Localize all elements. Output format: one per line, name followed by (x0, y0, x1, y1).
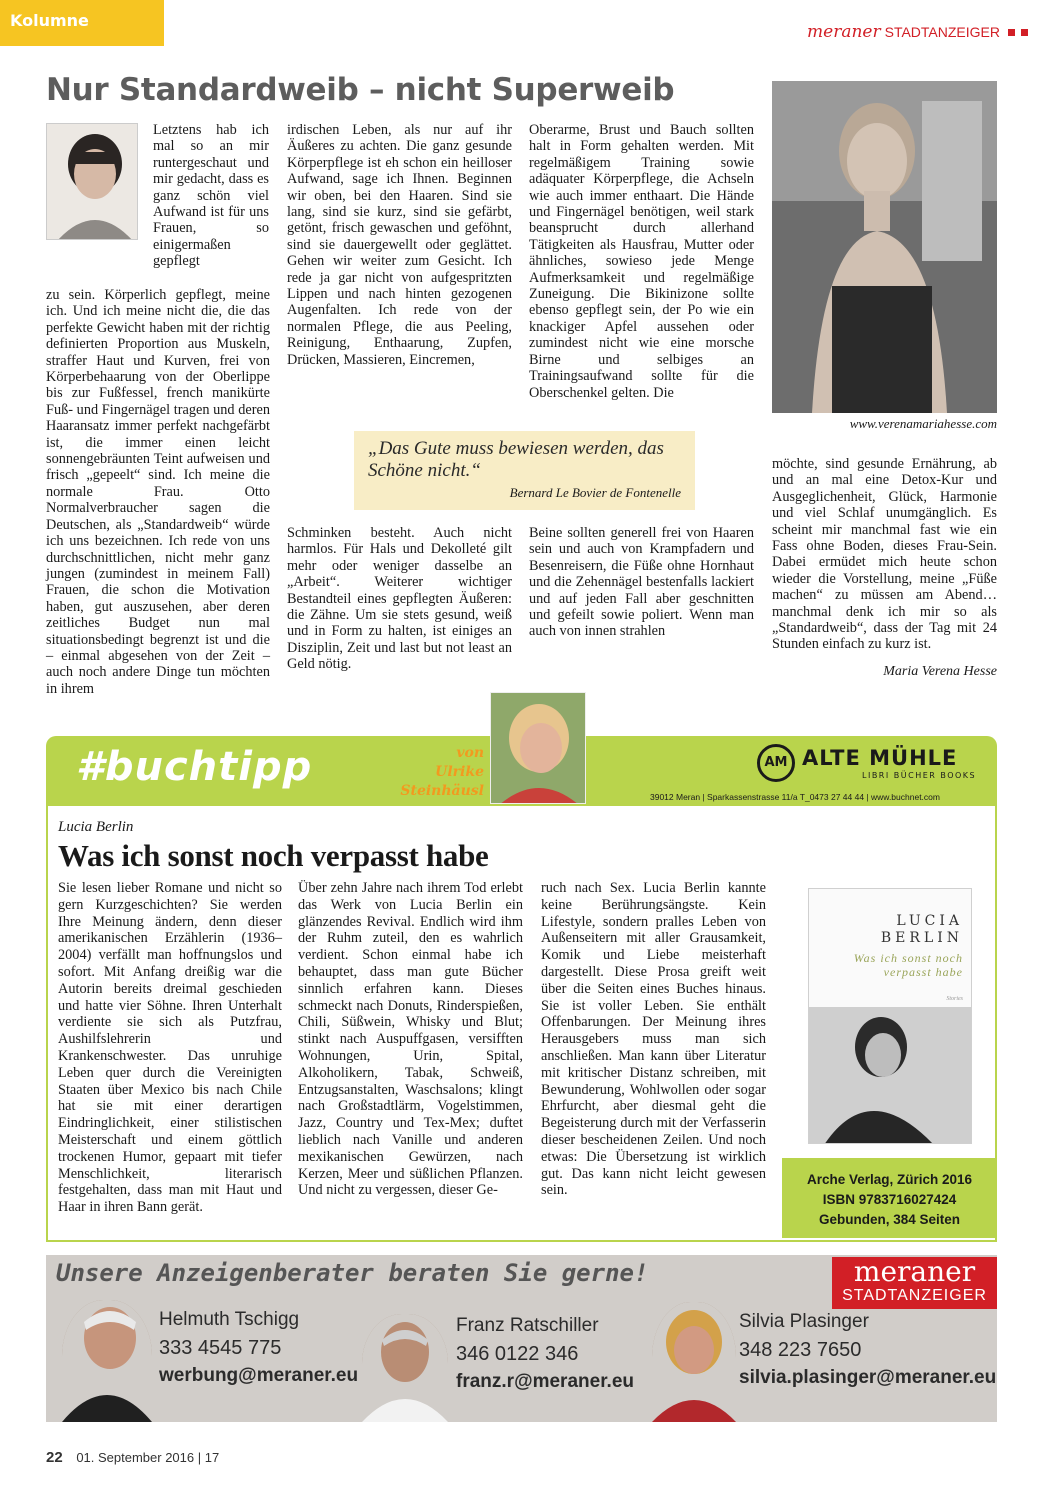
page-footer (46, 1449, 219, 1466)
article-column-1: zu sein. Körperlich gepflegt, meine ich. Und ich meine nicht die, die das perfekte Gewicht haben mit der richtig definierten Proportion aus Muskeln, straffer Haut und Kurven, frei von Körperbehaarung von der Oberlippe bis zur Fußfessel, french manikürte Fuß- und Fingernägel tragen und deren Haaransatz immer perfekt nachgefärbt ist, die immer einen leicht sonnengebräunten Teint aufweisen und frisch „gepeelt“ sind. Ich meine die normale Frau. Otto Normalverbraucher sagen die Deutschen, als „Standardweib“ würde ich uns bezeichnen. Ich rede von uns durchschnittlichen, nicht mehr ganz jungen (zumindest in meinem Fall) Frauen, die schon die Motivation haben, gut auszusehen, aber deren zeitliches Budget nun mal situationsbedingt begrenzt ist und die – einmal abgesehen von der Zeit – auch noch andere Dinge tun möchten in ihrem (46, 287, 270, 697)
advertiser-name: Helmuth Tschigg (159, 1309, 300, 1330)
article-column-2: irdischen Leben, als nur auf ihr Äußeres zu achten. Die ganz gesunde Körperpflege ist eh schon ein heilloser Aufwand, sage ich Ihnen. Beginnen wir oben, bei den Haaren. Sind sie lang, sind sie kurz, sind sie gefärbt, getönt, frisch gewaschen und geföhnt, sind sie dauergewellt oder geglättet. Gehen wir weiter zum Gesicht. Ich rede ja gar nicht von aufgespritzten Lippen und nach hinten gezogenen Augenfalten. Ich rede von der normalen Pflege, die aus Peeling, Reinigung, Enthaarung, Zupfen, Drücken, Massieren, Eincremen, (287, 122, 512, 368)
article-lead: Letztens hab ich mal so an mir runtergeschaut und mir gedacht, dass es ganz schön viel Aufwand ist für uns Frauen, so einigermaßen gepflegt (153, 122, 269, 270)
masthead-brand: meraner (807, 22, 881, 42)
advertiser-name: Silvia Plasinger (739, 1311, 869, 1332)
publisher: Arche Verlag, Zürich 2016 (806, 1172, 973, 1187)
meraner-logo-name: STADTANZEIGER (842, 1287, 987, 1304)
pull-quote (354, 431, 695, 510)
reviewer-photo-image (491, 693, 586, 804)
review-column-1: Sie lesen lieber Romane und nicht so gern Kurzgeschichten? Sie werden Ihre Meinung ändern, denn dieser amerikanischen Erzählerin (1936–2004) verfällt man hoffnungslos und sofort. Mit Anfang dreißig war die Autorin bereits dreimal geschieden und hatte vier Söhne. Ihren Unterhalt verdiente sie sich als Putzfrau, Aushilfslehrerin und Krankenschwester. Das unruhige Leben quer durch die Vereinigten Staaten über Mexico bis nach Chile hat sie mit einer derartigen Eindringlichkeit, einer stilistischen Meisterschaft und einem göttlich trockenen Humor, gepaart mit tiefer Menschlichkeit, literarisch festgehalten, dass man mit Haut und Haar in ihren Bann gerät. (58, 880, 282, 1216)
advertiser-email[interactable]: franz.r@meraner.eu (456, 1371, 634, 1392)
review-column-2: Über zehn Jahre nach ihrem Tod erlebt das Werk von Lucia Berlin ein glänzendes Revival. Endlich wird ihm der Ruhm zuteil, den es wahrlich verdient. Schon einmal habe ich behauptet, dass man gute Bücher sinnlich erfahren kann. Dieses schmeckt nach Donuts, Rinderspießen, Chili, Süßwein, Whisky und Blut; stinkt nach Auspuffgasen, versifften Wohnungen, Urin, Spital, Alkoholikern, Tabak, Schweiß, Entzugsanstalten, Waschsalons; klingt nach Großstadtlärm, Vogelstimmen, Jazz, Country und Tex-Mex; duftet lieblich nach Vanille und anderen mexikanischen Gewürzen, nach Kerzen, Meer und süßlichen Pflanzen. Und nicht zu vergessen, dieser Ge- (298, 880, 523, 1199)
advertiser-card (739, 1308, 996, 1392)
masthead-square-icon (1021, 29, 1028, 36)
issue-date: 01. September 2016 | 17 (76, 1450, 220, 1465)
reviewer-first-name: Ulrike (435, 764, 484, 780)
section-tab (0, 0, 164, 46)
review-column-3: ruch nach Sex. Lucia Berlin kannte keine Berührungsängste. Kein Lifestyle, sondern pralles Leben von Außenseitern mit aller Grausamkeit, Komik und Liebe meisterhaft dargestellt. Diese Prosa greift weit über die Seiten eines Buches hinaus. Sie ist voller Leben. Sie enthält Offenbarungen. Der Meinung ihres Herausgebers muss man sich anschließen. Man kann über Literatur mit kritischer Distanz schreiben, mit Bewunderung, Wohlwollen oder sogar Ehrfurcht, aber diesmal geht die Begeisterung durch mit der Verfasserin dieser bescheidenen Zeilen. Und noch etwas: Die Übersetzung ist wirklich gut. Das kann nicht leicht gewesen sein. (541, 880, 766, 1199)
advertiser-photo-image (62, 1300, 152, 1422)
meraner-logo-brand: meraner (853, 1255, 976, 1288)
photo-credit: www.verenamariahesse.com (849, 416, 997, 431)
bookshop-name: ALTE MÜHLE (802, 746, 958, 770)
reviewer-von: von (456, 745, 484, 761)
advertiser-photo (362, 1314, 448, 1422)
meraner-logo (832, 1257, 997, 1309)
model-photo-image (772, 81, 997, 413)
article-column-3-continued: Beine sollten generell frei von Haaren sein und auch von Krampfadern und Besenreisern, die Füße ohne Hornhaut und die Zehennägel bestenfalls lackiert und auf jeden Fall aber geschnitten und gefeilt sowie poliert. Wenn man auch von innen strahlen (529, 525, 754, 640)
cover-author (819, 913, 963, 947)
section-label: Kolumne (10, 11, 89, 30)
advertiser-card (159, 1306, 358, 1390)
book-cover (808, 888, 972, 1144)
advertiser-phone: 348 223 7650 (739, 1339, 862, 1361)
cover-title: Was ich sonst noch verpasst habe (853, 951, 963, 979)
article-column-3: Oberarme, Brust und Bauch sollten halt in Form gehalten werden. Mit regelmäßigem Training sowie adäquater Körperpflege, die Achseln wie auch immer enthaart. Die Hände und Fingernägel benötigen, weil stark beansprucht durch allerhand Tätigkeiten als Hausfrau, Mutter oder ähnliches, sowieso jede Menge Aufmerksamkeit und regelmäßige Zuneigung. Die Bikinizone sollte ebenso gepflegt sein, der Po wie ein knackiger Apfel aussehen oder zumindest nicht wie eine morsche Birne und selbiges an Trainingsaufwand sollte für die Oberschenkel gelten. Die (529, 122, 754, 401)
cover-stories: Stories (946, 996, 963, 1002)
pull-quote-text: „Das Gute muss bewiesen werden, das Schöne nicht.“ (368, 438, 664, 481)
cover-author-first: LUCIA (896, 913, 963, 929)
author-portrait-image (47, 124, 138, 240)
cover-photo-image (809, 1007, 972, 1144)
pull-quote-author: Bernard Le Bovier de Fontenelle (509, 485, 681, 500)
bookshop-logo-icon: AM (757, 744, 795, 782)
advertiser-photo (652, 1302, 736, 1422)
advertiser-name: Franz Ratschiller (456, 1315, 599, 1336)
advertiser-photo-image (362, 1314, 448, 1422)
advertiser-email[interactable]: werbung@meraner.eu (159, 1365, 359, 1386)
page-number: 22 (46, 1449, 63, 1466)
article-column-4: möchte, sind gesunde Ernährung, ab und an mal eine Detox-Kur und Ausgeglichenheit, Glück, Harmonie und viel Schlaf unumgänglich. Es scheint mir manchmal fast wie ein Fass ohne Boden, dieses Frau-Sein. Dabei ermüdet mich heute schon wieder die Vorstellung, meine „Füße machen“ zu müssen am Abend… manchmal denk ich mir so als „Standardweib“, dass der Tag mit 24 Stunden einfach zu kurz ist. (772, 456, 997, 653)
advertiser-photo-image (652, 1302, 736, 1422)
author-portrait (46, 123, 138, 240)
publication-info (782, 1158, 997, 1238)
cover-photo (809, 1007, 972, 1144)
reviewer-last-name: Steinhäusl (400, 783, 484, 799)
isbn: ISBN 9783716027424 (822, 1192, 957, 1207)
advertiser-phone: 346 0122 346 (456, 1343, 579, 1365)
reviewer-photo (490, 692, 586, 804)
advertiser-card (456, 1312, 634, 1396)
masthead-name: STADTANZEIGER (884, 24, 1000, 40)
binding: Gebunden, 384 Seiten (818, 1212, 961, 1227)
article-signature: Maria Verena Hesse (883, 664, 997, 679)
bookshop-address: 39012 Meran | Sparkassenstrasse 11/a T_0473 27 44 44 | www.buchnet.com (650, 792, 940, 802)
cover-author-last: BERLIN (880, 930, 963, 946)
advertiser-photo (62, 1300, 152, 1422)
model-photo (772, 81, 997, 413)
masthead-square-icon (1008, 29, 1015, 36)
advertiser-phone: 333 4545 775 (159, 1337, 282, 1359)
advertiser-title: Unsere Anzeigenberater beraten Sie gerne! (56, 1259, 649, 1287)
book-author: Lucia Berlin (58, 819, 134, 835)
advertiser-email[interactable]: silvia.plasinger@meraner.eu (739, 1367, 997, 1388)
buchtipp-label: #buchtipp (76, 744, 313, 790)
reviewer-credit (380, 744, 484, 801)
article-column-2-continued: Schminken besteht. Auch nicht harmlos. Für Hals und Dekolleté gilt mehr oder weniger dasselbe an „Arbeit“. Weiterer wichtiger Bestandteil eines gepflegten Äußeren: die Zähne. Um sie stets gesund, weiß und in Form zu halten, ist einiges an Disziplin, Zeit und last but not least an Geld nötig. (287, 525, 512, 673)
book-title: Was ich sonst noch verpasst habe (58, 838, 489, 873)
bookshop-subtitle: LIBRI BÜCHER BOOKS (862, 771, 977, 780)
masthead (807, 22, 1028, 42)
article-headline: Nur Standardweib – nicht Superweib (46, 72, 675, 108)
